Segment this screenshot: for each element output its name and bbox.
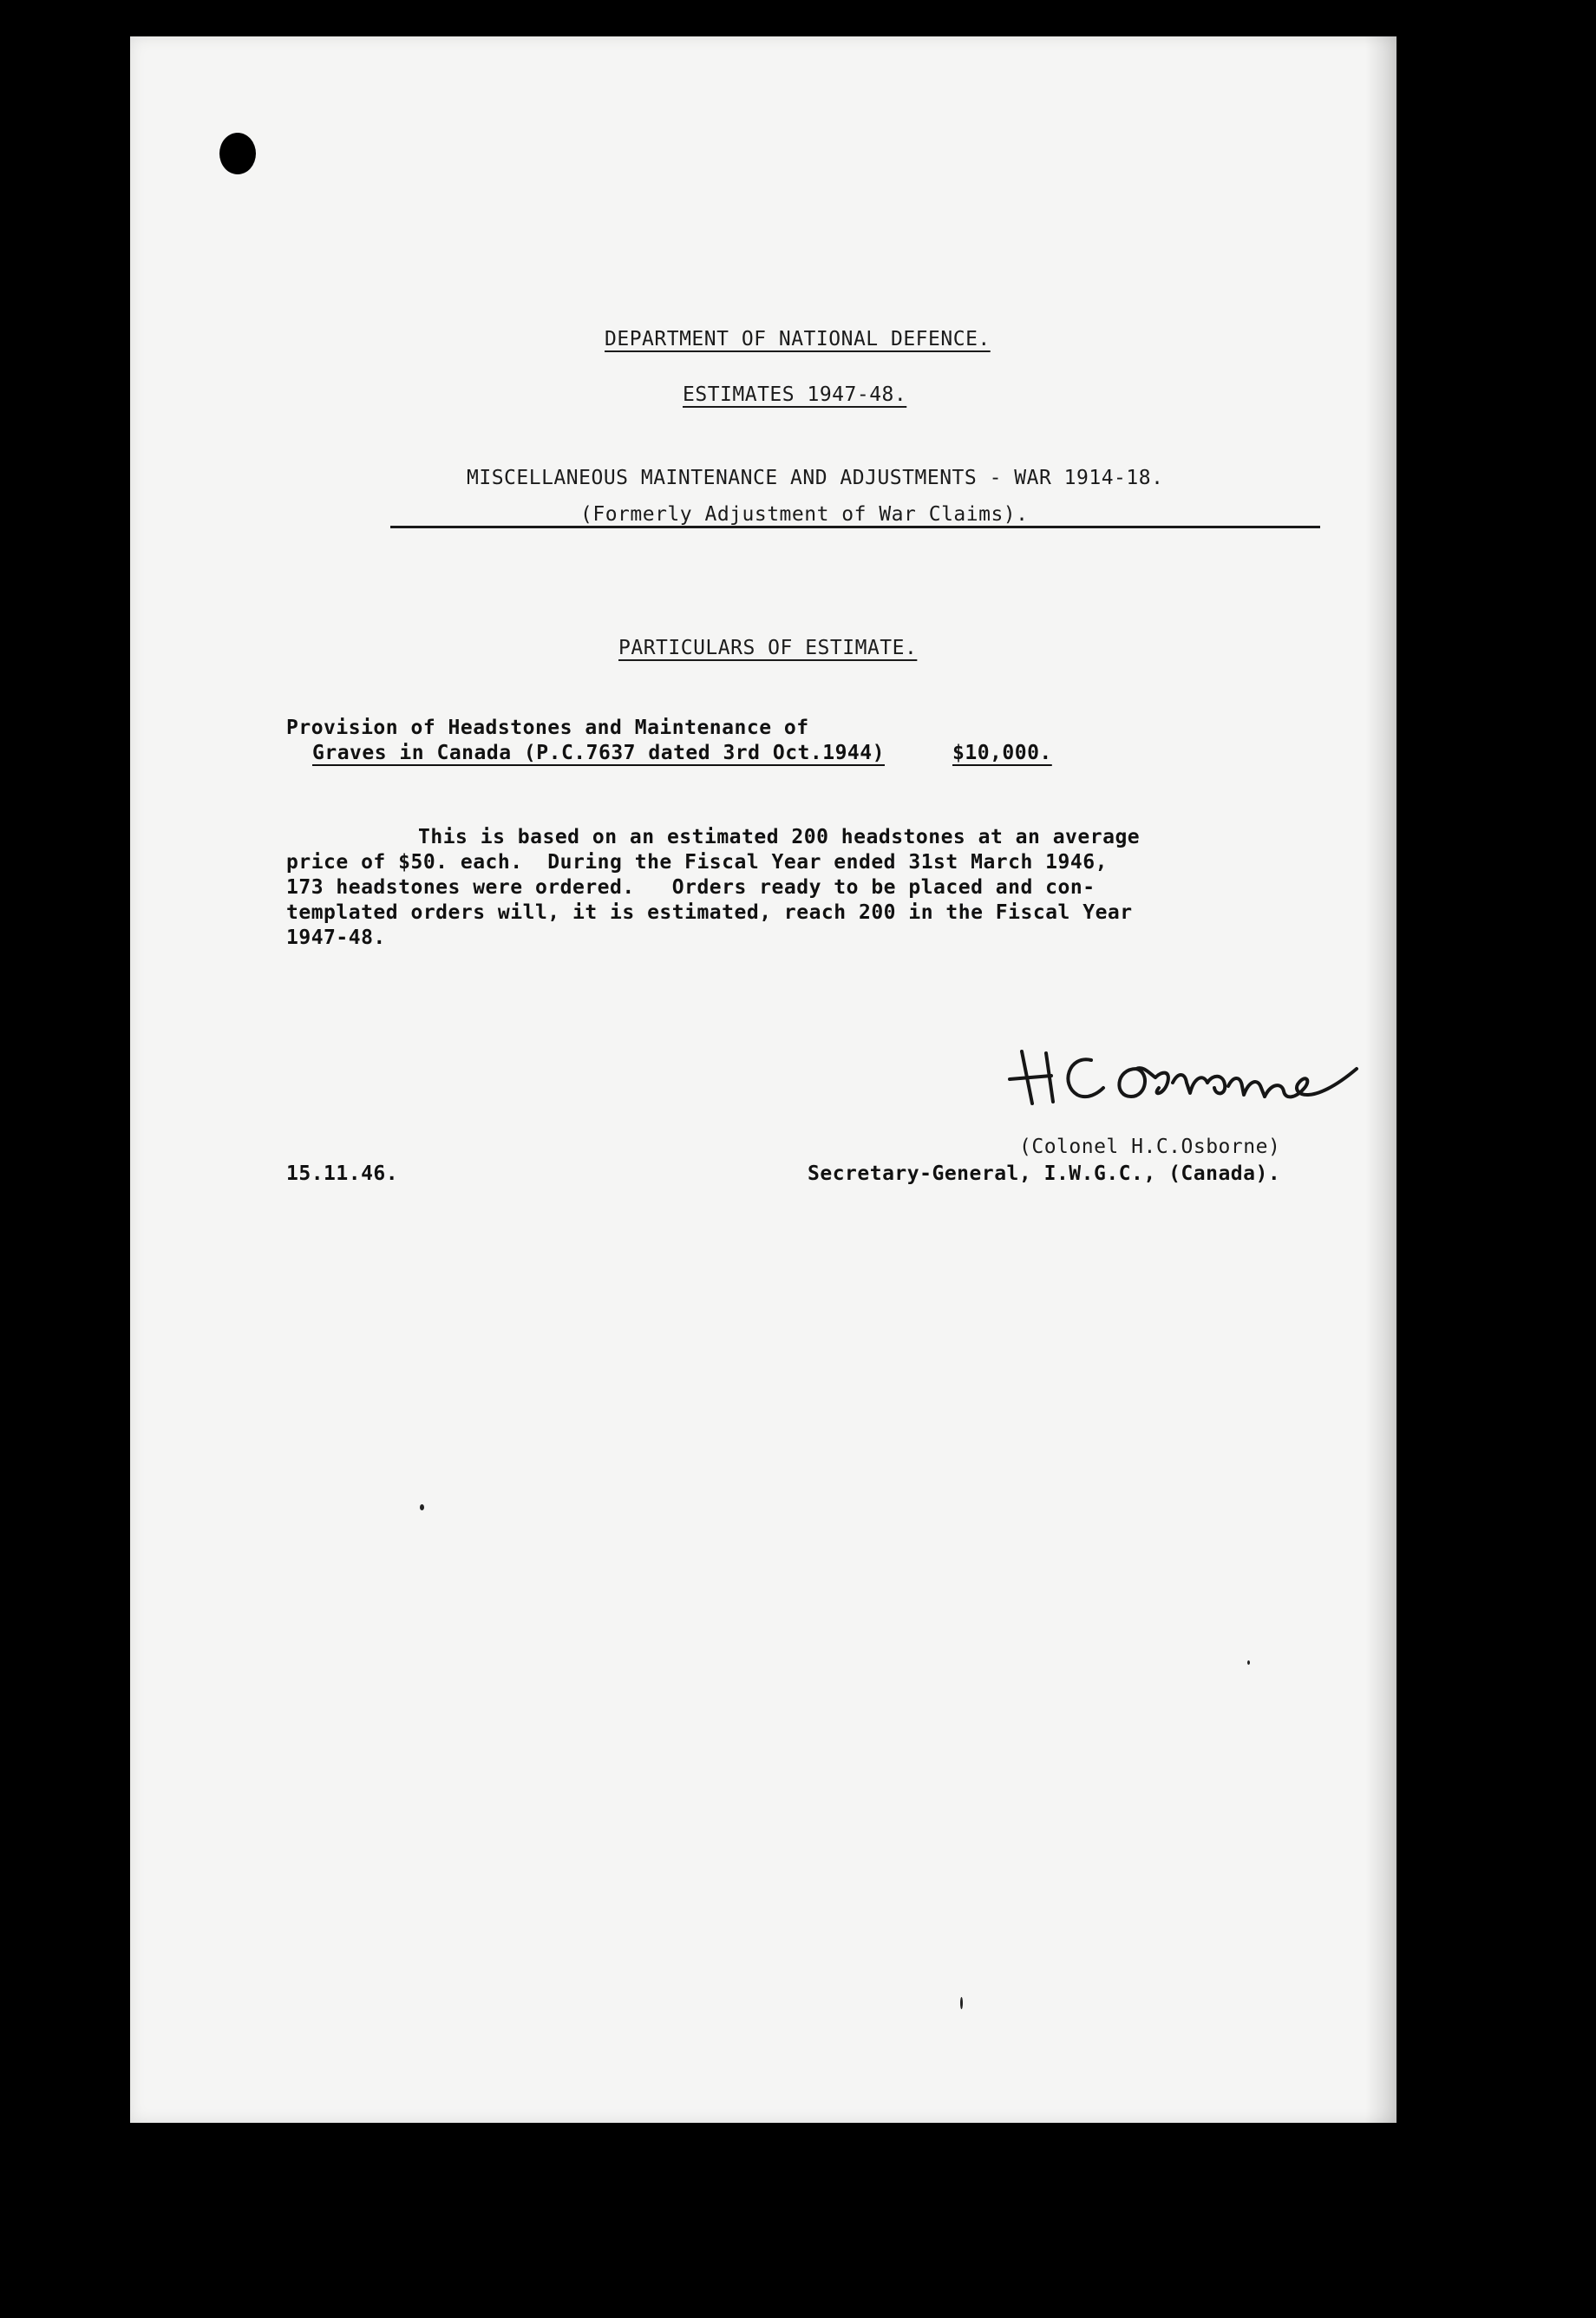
section-title: PARTICULARS OF ESTIMATE.	[618, 637, 918, 659]
paper-speck	[1247, 1660, 1250, 1665]
punch-hole	[219, 133, 256, 174]
body-line: price of $50. each. During the Fiscal Year ended 31st March 1946,	[286, 851, 1108, 874]
document-page	[130, 36, 1396, 2123]
body-line: 173 headstones were ordered. Orders ready to be placed and con-	[286, 876, 1096, 899]
signatory-title: Secretary-General, I.W.G.C., (Canada).	[808, 1162, 1281, 1185]
heading-rule	[390, 526, 1320, 528]
body-line: 1947-48.	[286, 927, 386, 949]
handwritten-signature	[1006, 1034, 1370, 1121]
estimates-heading: ESTIMATES 1947-48.	[683, 383, 907, 406]
item-line-1: Provision of Headstones and Maintenance of	[286, 717, 809, 739]
item-amount: $10,000.	[952, 742, 1052, 764]
body-line: templated orders will, it is estimated, reach 200 in the Fiscal Year	[286, 901, 1133, 924]
item-line-2: Graves in Canada (P.C.7637 dated 3rd Oct.1944)	[312, 742, 885, 764]
signatory-name: (Colonel H.C.Osborne)	[1019, 1136, 1281, 1158]
paper-speck	[960, 1997, 963, 2009]
paper-speck	[420, 1504, 424, 1510]
department-heading: DEPARTMENT OF NATIONAL DEFENCE.	[605, 328, 991, 350]
vote-title: MISCELLANEOUS MAINTENANCE AND ADJUSTMENTS - WAR 1914-18.	[467, 467, 1164, 489]
document-date: 15.11.46.	[286, 1162, 399, 1185]
formerly-note: (Formerly Adjustment of War Claims).	[580, 503, 1029, 526]
body-line: This is based on an estimated 200 headstones at an average	[418, 826, 1141, 848]
